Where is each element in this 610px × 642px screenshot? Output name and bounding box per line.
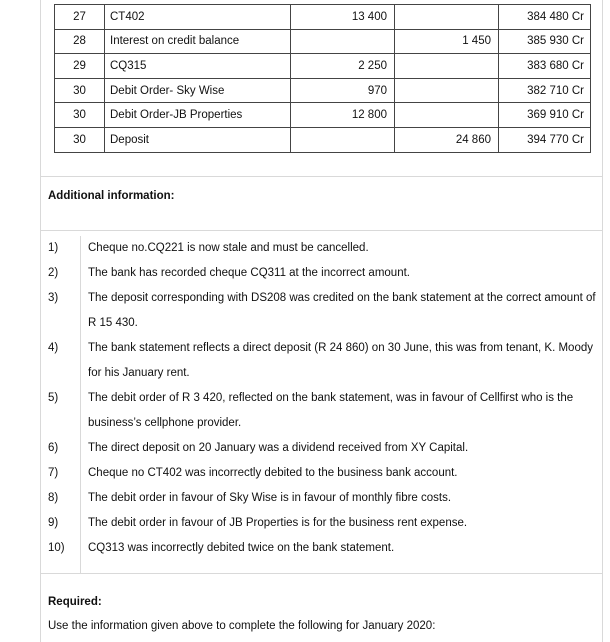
additional-info-heading: Additional information: <box>48 190 175 202</box>
cell-balance: 382 710 Cr <box>499 78 591 103</box>
list-item <box>40 336 603 386</box>
cell-day: 30 <box>55 127 105 152</box>
cell-day: 30 <box>55 103 105 128</box>
item-text: CQ313 was incorrectly debited twice on the bank statement. <box>88 542 395 554</box>
item-number: 5) <box>48 392 59 404</box>
item-number: 3) <box>48 292 59 304</box>
cell-debit: 13 400 <box>291 5 395 30</box>
table-row <box>55 5 591 30</box>
outer-grid-row-line <box>40 573 603 574</box>
item-text: The direct deposit on 20 January was a dividend received from XY Capital. <box>88 442 469 454</box>
item-text: The debit order in favour of JB Properties is for the business rent expense. <box>88 517 468 529</box>
list-item <box>40 461 603 486</box>
cell-debit <box>291 127 395 152</box>
cell-credit: 24 860 <box>395 127 499 152</box>
item-number: 1) <box>48 242 59 254</box>
table-row <box>55 127 591 152</box>
cell-balance: 383 680 Cr <box>499 54 591 79</box>
list-item <box>40 486 603 511</box>
cell-description: Debit Order- Sky Wise <box>105 78 291 103</box>
cell-description: CQ315 <box>105 54 291 79</box>
cell-description: Interest on credit balance <box>105 29 291 54</box>
item-number: 7) <box>48 467 59 479</box>
cell-credit <box>395 103 499 128</box>
cell-description: CT402 <box>105 5 291 30</box>
list-item <box>40 386 603 436</box>
cell-description: Debit Order-JB Properties <box>105 103 291 128</box>
item-number: 10) <box>48 542 65 554</box>
item-text: The debit order in favour of Sky Wise is in favour of monthly fibre costs. <box>88 492 452 504</box>
item-text: The debit order of R 3 420, reflected on the bank statement, was in favour of Cellfirst who is the business’s cellphone provider. <box>88 392 574 429</box>
cell-credit <box>395 54 499 79</box>
cell-day: 28 <box>55 29 105 54</box>
list-item <box>40 236 603 261</box>
table-row <box>55 78 591 103</box>
cell-balance: 394 770 Cr <box>499 127 591 152</box>
cell-day: 27 <box>55 5 105 30</box>
list-item <box>40 261 603 286</box>
additional-info-list <box>40 236 603 561</box>
cell-credit <box>395 5 499 30</box>
item-text: Cheque no CT402 was incorrectly debited to the business bank account. <box>88 467 458 479</box>
bank-statement-table <box>54 4 591 153</box>
cell-description: Deposit <box>105 127 291 152</box>
item-number: 9) <box>48 517 59 529</box>
required-text: Use the information given above to complete the following for January 2020: <box>48 620 436 632</box>
cell-debit: 2 250 <box>291 54 395 79</box>
outer-grid-row-line <box>40 230 603 231</box>
table-row <box>55 29 591 54</box>
cell-debit: 970 <box>291 78 395 103</box>
cell-day: 29 <box>55 54 105 79</box>
list-item <box>40 536 603 561</box>
item-number: 2) <box>48 267 59 279</box>
cell-credit: 1 450 <box>395 29 499 54</box>
list-item <box>40 511 603 536</box>
item-text: The bank has recorded cheque CQ311 at the incorrect amount. <box>88 267 410 279</box>
cell-credit <box>395 78 499 103</box>
cell-balance: 385 930 Cr <box>499 29 591 54</box>
outer-grid-row-line <box>40 176 603 177</box>
item-number: 4) <box>48 342 59 354</box>
cell-debit <box>291 29 395 54</box>
item-text: Cheque no.CQ221 is now stale and must be cancelled. <box>88 242 369 254</box>
table-row <box>55 54 591 79</box>
item-text: The bank statement reflects a direct deposit (R 24 860) on 30 June, this was from tenant, K. Moody for his January rent. <box>88 342 593 379</box>
list-item <box>40 286 603 336</box>
item-number: 8) <box>48 492 59 504</box>
cell-balance: 369 910 Cr <box>499 103 591 128</box>
cell-debit: 12 800 <box>291 103 395 128</box>
table-row <box>55 103 591 128</box>
list-item <box>40 436 603 461</box>
item-number: 6) <box>48 442 59 454</box>
item-text: The deposit corresponding with DS208 was credited on the bank statement at the correct amount of R 15 430. <box>88 292 596 329</box>
cell-balance: 384 480 Cr <box>499 5 591 30</box>
required-heading: Required: <box>48 596 102 608</box>
cell-day: 30 <box>55 78 105 103</box>
